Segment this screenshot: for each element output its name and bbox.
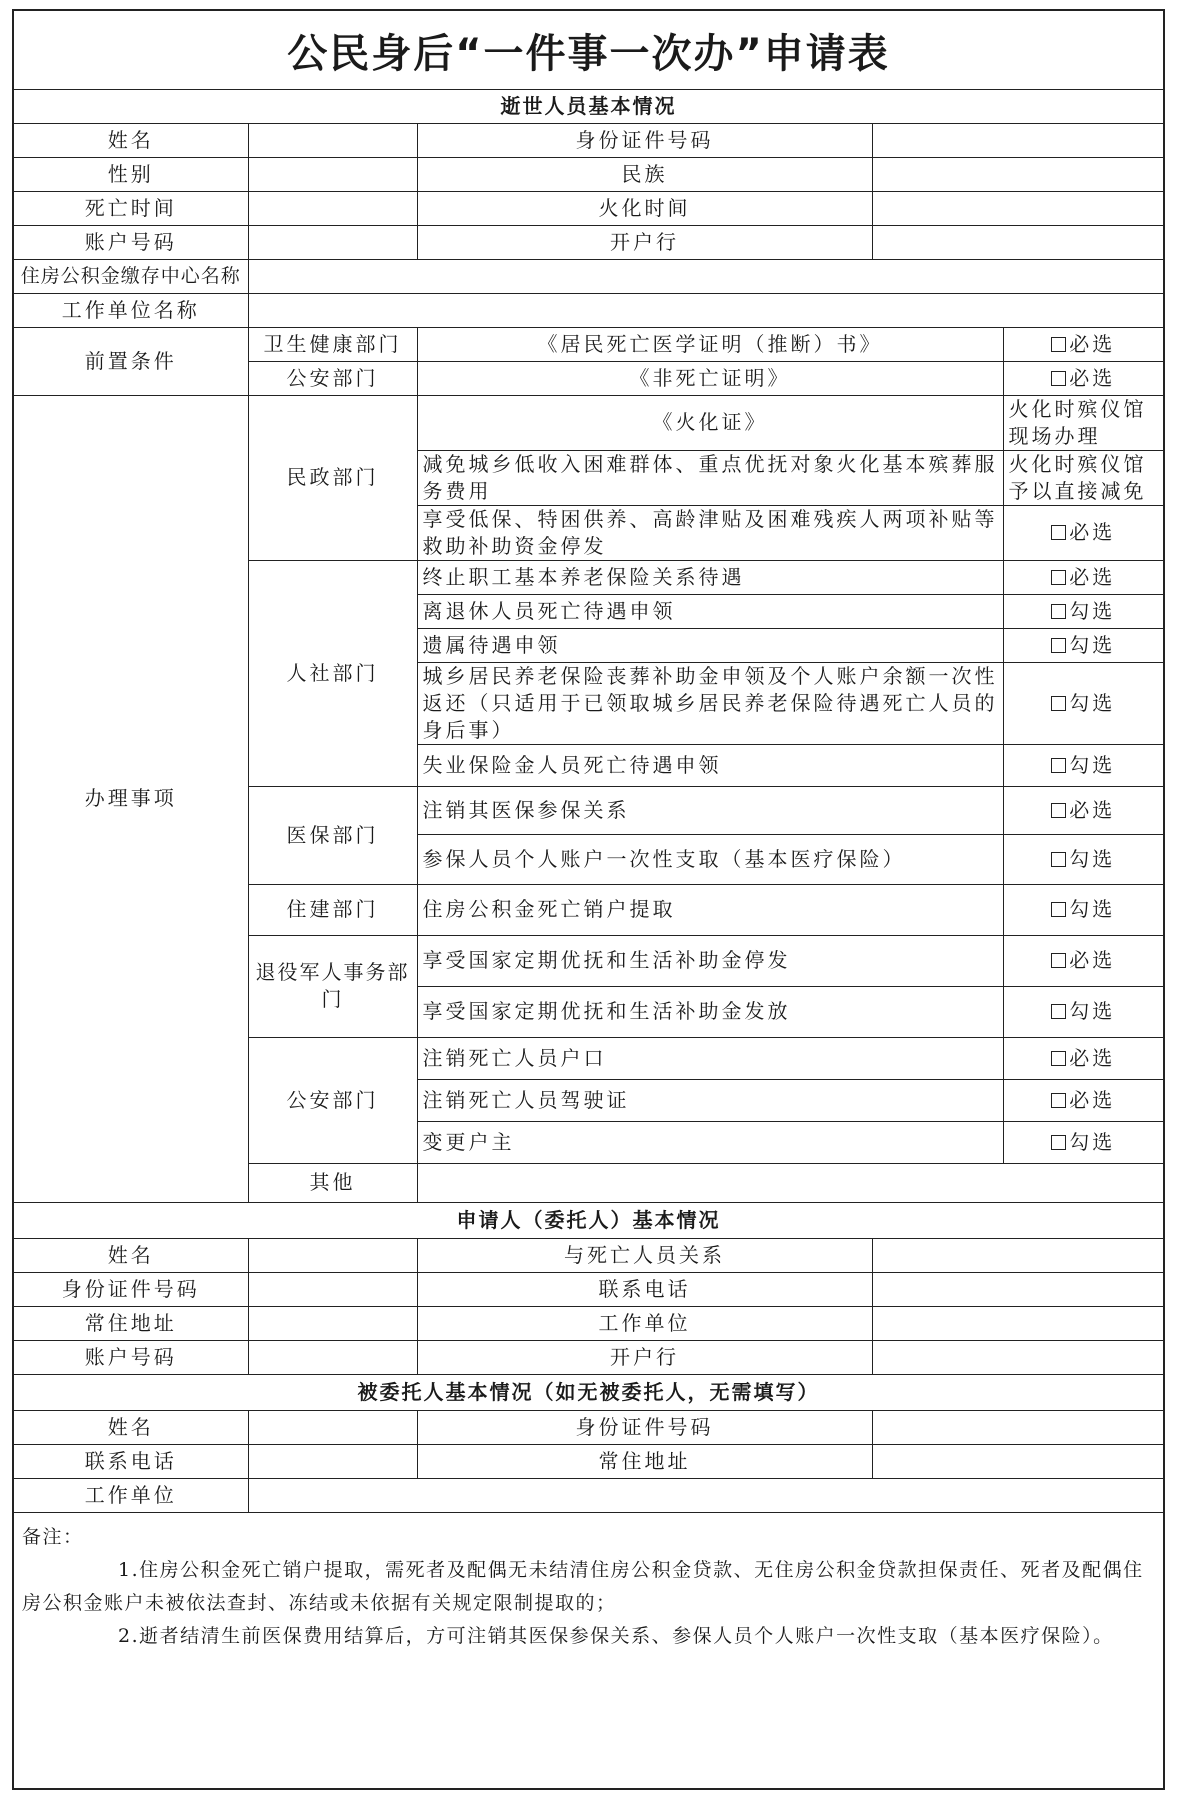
applicant-bank-field[interactable] [872,1340,1163,1374]
item-veteran-subsidy-issue: 享受国家定期优抚和生活补助金发放 [417,986,1003,1037]
fund-center-field[interactable] [248,259,1163,293]
applicant-employer-label: 工作单位 [417,1306,872,1340]
checkbox-icon[interactable] [1051,696,1066,711]
applicant-account-label: 账户号码 [14,1340,248,1374]
deceased-row-fund-center [14,259,1163,293]
pre-label: 前置条件 [14,327,248,395]
items-label: 办理事项 [14,395,248,1202]
item-unemployment-death-benefit: 失业保险金人员死亡待遇申领 [417,744,1003,786]
deceased-name-field[interactable] [248,123,417,157]
item-resident-pension-refund: 城乡居民养老保险丧葬补助金申领及个人账户余额一次性返还（只适用于已领取城乡居民养老保险待遇死亡人员的身后事） [417,662,1003,744]
item-unemployment-death-benefit-option[interactable]: 勾选 [1003,744,1163,786]
item-cremation-certificate: 《火化证》 [417,395,1003,450]
applicant-row-id [14,1272,1163,1306]
item-cancel-household: 注销死亡人员户口 [417,1037,1003,1079]
deceased-name-label: 姓名 [14,123,248,157]
note-2: 2.逝者结清生前医保费用结算后，方可注销其医保参保关系、参保人员个人账户一次性支取（基本医疗保险）。 [118,1624,1114,1647]
item-retiree-death-benefit-option[interactable]: 勾选 [1003,594,1163,628]
deceased-ethnicity-label: 民族 [417,157,872,191]
deceased-death-time-label: 死亡时间 [14,191,248,225]
trustee-row-phone [14,1444,1163,1478]
item-housing-fund-withdraw: 住房公积金死亡销户提取 [417,884,1003,935]
trustee-id-label: 身份证件号码 [417,1410,872,1444]
checkbox-icon[interactable] [1051,1135,1066,1150]
item-cremation-note: 火化时殡仪馆现场办理 [1003,395,1163,450]
notes-section [14,1513,1163,1653]
checkbox-icon[interactable] [1051,803,1066,818]
trustee-name-field[interactable] [248,1410,417,1444]
checkbox-icon[interactable] [1051,638,1066,653]
item-funeral-fee-waiver: 减免城乡低收入困难群体、重点优抚对象火化基本殡葬服务费用 [417,450,1003,505]
applicant-address-label: 常住地址 [14,1306,248,1340]
deceased-row-employer [14,293,1163,327]
deceased-row-death-time [14,191,1163,225]
applicant-id-field[interactable] [248,1272,417,1306]
pre-dept-health: 卫生健康部门 [248,327,417,361]
applicant-row-name [14,1238,1163,1272]
applicant-relation-label: 与死亡人员关系 [417,1238,872,1272]
checkbox-icon[interactable] [1051,758,1066,773]
fund-center-label: 住房公积金缴存中心名称 [14,259,248,293]
trustee-employer-field[interactable] [248,1478,1163,1512]
deceased-gender-field[interactable] [248,157,417,191]
item-funeral-fee-note: 火化时殡仪馆予以直接减免 [1003,450,1163,505]
checkbox-icon[interactable] [1051,953,1066,968]
dept-public-security: 公安部门 [248,1037,417,1163]
applicant-address-field[interactable] [248,1306,417,1340]
item-resident-pension-refund-option[interactable]: 勾选 [1003,662,1163,744]
form-title: 公民身后“一件事一次办”申请表 [14,11,1163,90]
dept-medical-insurance: 医保部门 [248,786,417,884]
item-veteran-subsidy-stop: 享受国家定期优抚和生活补助金停发 [417,935,1003,986]
deceased-section-heading: 逝世人员基本情况 [14,90,1163,123]
checkbox-icon[interactable] [1051,525,1066,540]
trustee-address-field[interactable] [872,1444,1163,1478]
checkbox-icon[interactable] [1051,1093,1066,1108]
trustee-row-name [14,1410,1163,1444]
item-cancel-driver-license: 注销死亡人员驾驶证 [417,1079,1003,1121]
deceased-row-account [14,225,1163,259]
deceased-employer-label: 工作单位名称 [14,293,248,327]
dept-civil-affairs: 民政部门 [248,395,417,560]
checkbox-icon[interactable] [1051,902,1066,917]
item-cancel-driver-license-option[interactable]: 必选 [1003,1079,1163,1121]
applicant-phone-label: 联系电话 [417,1272,872,1306]
applicant-bank-label: 开户行 [417,1340,872,1374]
form-table [14,90,1163,1513]
checkbox-icon[interactable] [1051,852,1066,867]
item-pension-terminate: 终止职工基本养老保险关系待遇 [417,560,1003,594]
pre-option-1[interactable]: 必选 [1003,327,1163,361]
item-change-household-head: 变更户主 [417,1121,1003,1163]
applicant-relation-field[interactable] [872,1238,1163,1272]
deceased-id-label: 身份证件号码 [417,123,872,157]
item-subsidy-stop-option[interactable]: 必选 [1003,505,1163,560]
applicant-section-row [14,1202,1163,1238]
item-cancel-household-option[interactable]: 必选 [1003,1037,1163,1079]
applicant-employer-field[interactable] [872,1306,1163,1340]
trustee-section-row [14,1374,1163,1410]
checkbox-icon[interactable] [1051,604,1066,619]
deceased-section-row [14,90,1163,123]
trustee-id-field[interactable] [872,1410,1163,1444]
pre-option-2[interactable]: 必选 [1003,361,1163,395]
item-survivor-benefit: 遗属待遇申领 [417,628,1003,662]
deceased-gender-label: 性别 [14,157,248,191]
pre-doc-non-death: 《非死亡证明》 [417,361,1003,395]
applicant-section-heading: 申请人（委托人）基本情况 [14,1202,1163,1238]
applicant-id-label: 身份证件号码 [14,1272,248,1306]
item-retiree-death-benefit: 离退休人员死亡待遇申领 [417,594,1003,628]
trustee-phone-field[interactable] [248,1444,417,1478]
applicant-phone-field[interactable] [872,1272,1163,1306]
trustee-phone-label: 联系电话 [14,1444,248,1478]
deceased-row-name [14,123,1163,157]
deceased-cremation-time-label: 火化时间 [417,191,872,225]
item-veteran-subsidy-issue-option[interactable]: 勾选 [1003,986,1163,1037]
trustee-address-label: 常住地址 [417,1444,872,1478]
checkbox-icon[interactable] [1051,1004,1066,1019]
item-medical-account-withdraw-option[interactable]: 勾选 [1003,834,1163,884]
trustee-employer-label: 工作单位 [14,1478,248,1512]
trustee-name-label: 姓名 [14,1410,248,1444]
deceased-bank-label: 开户行 [417,225,872,259]
note-1: 1.住房公积金死亡销户提取，需死者及配偶无未结清住房公积金贷款、无住房公积金贷款担保责任、死者及配偶住房公积金账户未被依法查封、冻结或未依据有关规定限制提取的； [22,1558,1144,1614]
dept-veterans: 退役军人事务部门 [248,935,417,1037]
deceased-row-gender [14,157,1163,191]
item-other-label: 其他 [248,1163,417,1202]
item-housing-fund-withdraw-option[interactable]: 勾选 [1003,884,1163,935]
item-survivor-benefit-option[interactable]: 勾选 [1003,628,1163,662]
deceased-bank-field[interactable] [872,225,1163,259]
pre-doc-death-certificate: 《居民死亡医学证明（推断）书》 [417,327,1003,361]
dept-housing: 住建部门 [248,884,417,935]
pre-dept-police: 公安部门 [248,361,417,395]
deceased-account-label: 账户号码 [14,225,248,259]
item-change-household-head-option[interactable]: 勾选 [1003,1121,1163,1163]
deceased-id-field[interactable] [872,123,1163,157]
item-veteran-subsidy-stop-option[interactable]: 必选 [1003,935,1163,986]
deceased-ethnicity-field[interactable] [872,157,1163,191]
application-form [12,9,1165,1790]
checkbox-icon[interactable] [1051,337,1066,352]
item-medical-cancel: 注销其医保参保关系 [417,786,1003,834]
checkbox-icon[interactable] [1051,1051,1066,1066]
applicant-name-field[interactable] [248,1238,417,1272]
dept-hr: 人社部门 [248,560,417,786]
deceased-account-field[interactable] [248,225,417,259]
checkbox-icon[interactable] [1051,570,1066,585]
trustee-row-employer [14,1478,1163,1512]
applicant-account-field[interactable] [248,1340,417,1374]
item-medical-cancel-option[interactable]: 必选 [1003,786,1163,834]
deceased-death-time-field[interactable] [248,191,417,225]
applicant-row-account [14,1340,1163,1374]
deceased-employer-field[interactable] [248,293,1163,327]
item-pension-terminate-option[interactable]: 必选 [1003,560,1163,594]
pre-row-1 [14,327,1163,361]
item-medical-account-withdraw: 参保人员个人账户一次性支取（基本医疗保险） [417,834,1003,884]
trustee-section-heading: 被委托人基本情况（如无被委托人，无需填写） [14,1374,1163,1410]
item-subsidy-stop: 享受低保、特困供养、高龄津贴及困难残疾人两项补贴等救助补助资金停发 [417,505,1003,560]
applicant-name-label: 姓名 [14,1238,248,1272]
deceased-cremation-time-field[interactable] [872,191,1163,225]
items-row-civil-1 [14,395,1163,450]
notes-heading: 备注： [22,1525,84,1548]
item-other-field[interactable] [417,1163,1163,1202]
checkbox-icon[interactable] [1051,371,1066,386]
applicant-row-address [14,1306,1163,1340]
